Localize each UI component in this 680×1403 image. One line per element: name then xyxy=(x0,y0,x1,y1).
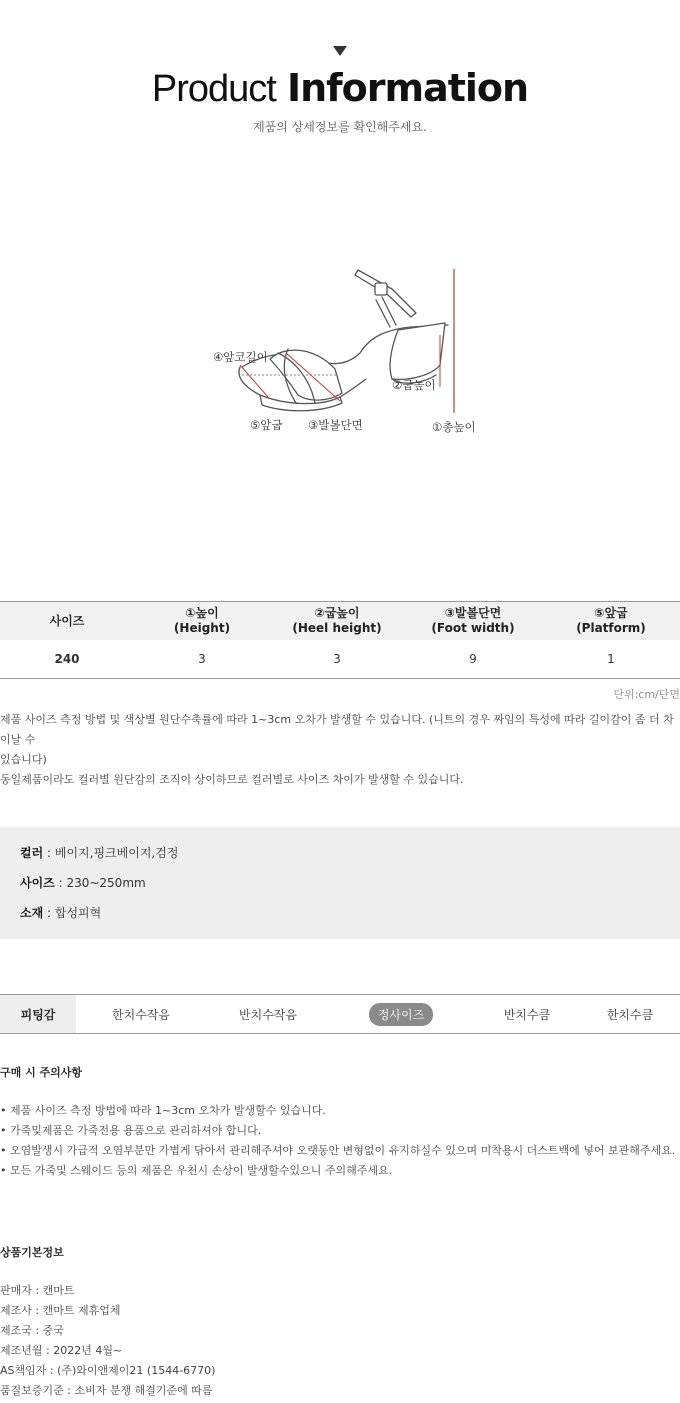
note-line: 동일제품이라도 컬러별 원단감의 조직이 상이하므로 컬러별로 사이즈 차이가 발생할 수 있습니다. xyxy=(0,773,464,786)
header-height-sub: (Height) xyxy=(173,621,231,635)
size-table-header xyxy=(0,602,680,640)
table-cell-platform: 1 xyxy=(607,651,615,666)
header-platform-sub: (Platform) xyxy=(576,621,646,635)
page-subtitle: 제품의 상세정보를 확인해주세요. xyxy=(253,120,427,134)
header-foot-width-label: ③발볼단면 xyxy=(444,606,502,620)
label-total-height: ①총높이 xyxy=(432,420,476,434)
table-cell-height: 3 xyxy=(198,651,206,666)
title-light: Product xyxy=(151,68,276,110)
page-title xyxy=(0,66,680,111)
spec-size-value: : 230~250mm xyxy=(54,876,146,890)
header-height-label: ①높이 xyxy=(185,606,219,620)
header-foot-width xyxy=(404,602,542,640)
spec-material xyxy=(20,904,101,921)
fit-option-text: 반치수작음 xyxy=(239,1007,297,1022)
product-spec-box xyxy=(0,827,680,939)
label-front-length: ④앞코길이 xyxy=(213,350,268,364)
fit-option-true-to-size xyxy=(330,995,472,1033)
header-size-label: 사이즈 xyxy=(49,613,85,628)
fit-option-half-size-small xyxy=(206,995,330,1033)
note-line: 제품 사이즈 측정 방법 및 색상별 원단수축률에 따라 1~3cm 오차가 발생할 수 있습니다. (니트의 경우 짜임의 특성에 따라 길이감이 좀 더 차이날 수 xyxy=(0,713,674,746)
basic-info-title: 상품기본정보 xyxy=(0,1246,64,1259)
basic-info-country: 제조국 : 중국 xyxy=(0,1324,64,1337)
basic-info-seller: 판매자 : 캔마트 xyxy=(0,1284,75,1297)
spec-size xyxy=(20,874,146,891)
header-foot-width-sub: (Foot width) xyxy=(431,621,515,635)
unit-note: 단위:cm/단면 xyxy=(613,688,680,701)
basic-info-quality: 품질보증기준 : 소비자 분쟁 해결기준에 따름 xyxy=(0,1384,213,1397)
fit-option-half-size-large xyxy=(472,995,582,1033)
spec-color-label: 컬러 xyxy=(20,846,44,860)
header-height xyxy=(134,602,270,640)
table-cell-foot-width: 9 xyxy=(469,651,477,666)
caution-item: • 모든 가죽및 스웨이드 등의 제품은 우천시 손상이 발생할수있으니 주의해주세요. xyxy=(0,1161,680,1181)
shoe-measurement-diagram xyxy=(170,255,510,455)
header-heel-height xyxy=(270,602,404,640)
caution-item: • 제품 사이즈 측정 방법에 따라 1~3cm 오차가 발생할수 있습니다. xyxy=(0,1101,680,1121)
fit-option-text: 한치수큼 xyxy=(606,1007,654,1022)
fit-scale xyxy=(0,994,680,1034)
caution-title: 구매 시 주의사항 xyxy=(0,1066,83,1079)
header-heel-height-sub: (Heel height) xyxy=(292,621,382,635)
basic-info-manufacturer: 제조사 : 캔마트 제휴업체 xyxy=(0,1304,121,1317)
fit-option-one-size-large xyxy=(582,995,678,1033)
caution-item: • 오염발생시 가급적 오염부분만 가볍게 닦아서 관리해주셔야 오랫동안 변형없이 유지하실수 있으며 미착용시 더스트백에 넣어 보관해주세요. xyxy=(0,1141,680,1161)
fit-label: 피팅감 xyxy=(0,995,76,1033)
spec-color xyxy=(20,844,178,861)
header-platform xyxy=(542,602,680,640)
table-cell-heel-height: 3 xyxy=(333,651,341,666)
basic-info-list xyxy=(0,1281,680,1401)
label-platform: ⑤앞굽 xyxy=(250,418,283,432)
header-platform-label: ⑤앞굽 xyxy=(594,606,628,620)
spec-material-value: : 합성피혁 xyxy=(43,906,102,920)
fit-option-text: 한치수작음 xyxy=(112,1007,170,1022)
fit-option-selected-badge: 정사이즈 xyxy=(369,1003,433,1026)
table-cell-size: 240 xyxy=(54,651,80,666)
fit-option-text: 반치수큼 xyxy=(503,1007,551,1022)
down-triangle-icon xyxy=(333,46,347,56)
label-foot-width: ③발볼단면 xyxy=(308,418,363,432)
header-size xyxy=(0,602,134,640)
basic-info-date: 제조년월 : 2022년 4월~ xyxy=(0,1344,123,1357)
note-line: 있습니다) xyxy=(0,753,47,766)
spec-size-label: 사이즈 xyxy=(20,876,55,890)
size-notes xyxy=(0,710,680,790)
header-heel-height-label: ②굽높이 xyxy=(314,606,360,620)
fit-option-one-size-small xyxy=(76,995,206,1033)
spec-material-label: 소재 xyxy=(20,906,44,920)
caution-list xyxy=(0,1101,680,1181)
basic-info-as-contact: AS책임자 : (주)와이앤제이21 (1544-6770) xyxy=(0,1364,216,1377)
label-heel-height: ②굽높이 xyxy=(392,378,436,392)
title-bold: Information xyxy=(286,66,529,110)
caution-item: • 가죽및제품은 가죽전용 용품으로 관리하셔야 합니다. xyxy=(0,1121,680,1141)
spec-color-value: : 베이지,핑크베이지,검정 xyxy=(43,846,179,860)
size-table xyxy=(0,601,680,679)
